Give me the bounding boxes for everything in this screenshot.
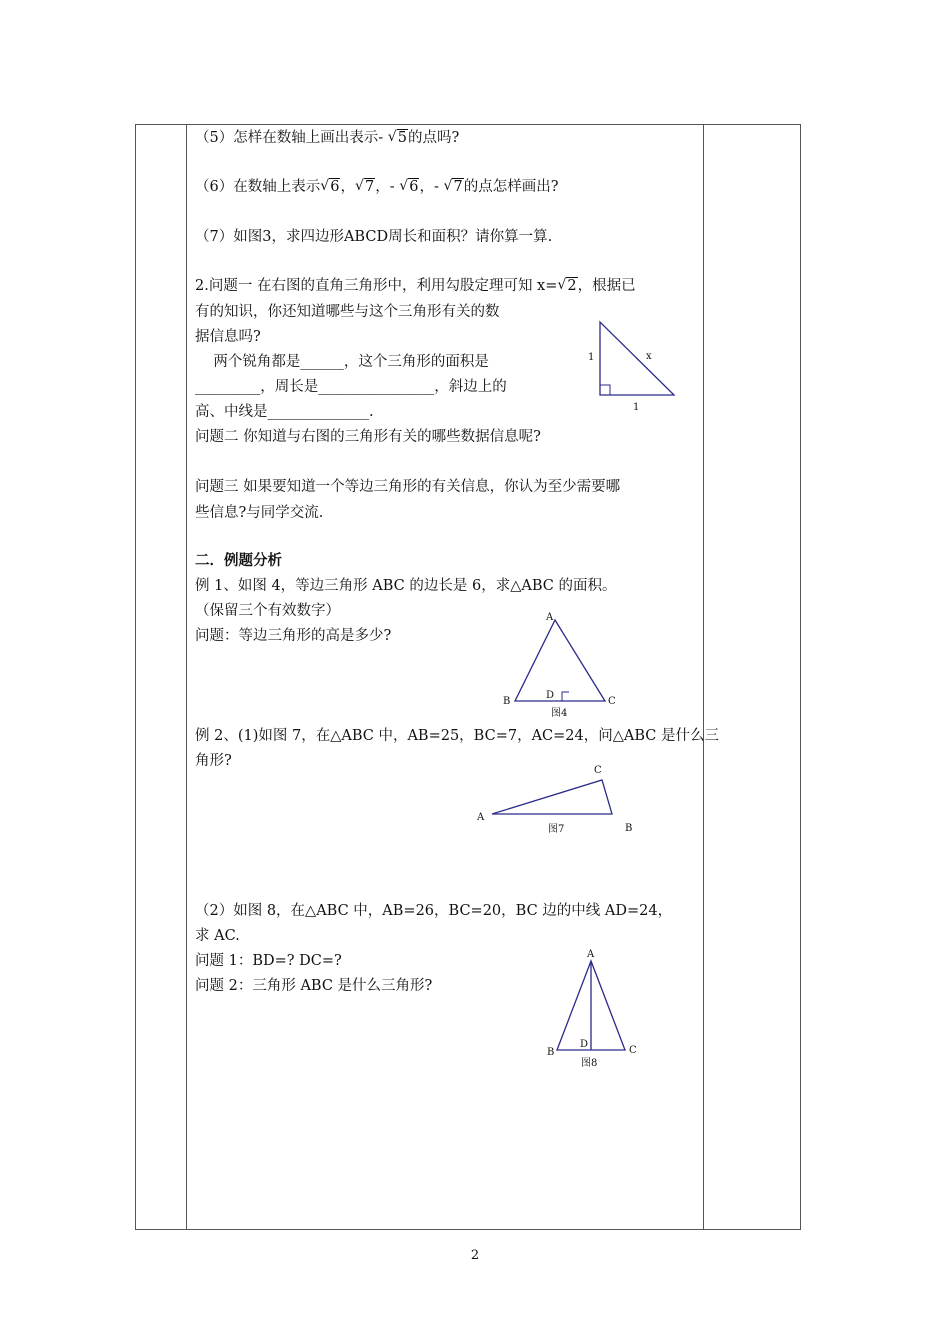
sqrt-6-neg	[399, 177, 419, 197]
vertex-c-label: C	[608, 696, 616, 707]
hypotenuse-label: x	[646, 351, 652, 362]
figure-4	[495, 608, 625, 720]
leg-bottom-label: 1	[633, 402, 640, 413]
vertex-b-label: B	[547, 1047, 555, 1058]
example-2-line-2: 角形?	[195, 753, 232, 769]
radicand: 6	[330, 179, 340, 195]
vertex-c-label: C	[629, 1045, 637, 1056]
vertex-a-label: A	[587, 949, 595, 960]
right-triangle-shape	[600, 322, 674, 395]
figure-7	[470, 760, 640, 840]
figure-8	[540, 945, 640, 1070]
minus-sign: -	[389, 179, 395, 195]
right-triangle-figure	[580, 315, 685, 415]
question-6-text: （6）在数轴上表示	[195, 179, 321, 195]
right-angle-mark	[562, 692, 569, 701]
minus-sign: -	[378, 130, 384, 146]
problem-2-line-4: 两个锐角都是______，这个三角形的面积是	[195, 354, 489, 370]
sqrt-7-neg	[443, 177, 463, 197]
example-1-line-2: （保留三个有效数字）	[195, 603, 340, 619]
example-2b-question-1: 问题 1：BD=? DC=?	[195, 953, 342, 969]
radicand: 7	[364, 179, 375, 195]
example-2b-line-2: 求 AC.	[195, 928, 240, 944]
question-6	[195, 177, 558, 197]
table-column-divider-left	[186, 124, 187, 1230]
sqrt-2	[557, 276, 577, 296]
point-d-label: D	[580, 1039, 589, 1050]
sqrt-5	[388, 128, 408, 148]
question-three-line-1: 问题三 如果要知道一个等边三角形的有关信息，你认为至少需要哪	[195, 479, 621, 495]
radicand: 5	[397, 130, 407, 146]
example-2b-question-2: 问题 2：三角形 ABC 是什么三角形?	[195, 978, 433, 994]
example-2b-line-1: （2）如图 8，在△ABC 中，AB=26，BC=20，BC 边的中线 AD=24，	[195, 903, 673, 919]
problem-2-line-3: 据信息吗?	[195, 329, 261, 345]
radicand: 2	[567, 278, 577, 294]
vertex-a-label: A	[546, 612, 554, 623]
minus-sign: -	[433, 179, 439, 195]
vertex-a-label: A	[477, 812, 485, 823]
separator: ，	[419, 179, 434, 195]
point-d-label: D	[546, 690, 555, 701]
table-column-divider-right	[703, 124, 704, 1230]
problem-2-line-5: _________，周长是________________，斜边上的	[195, 379, 507, 395]
vertex-b-label: B	[503, 696, 511, 707]
question-5-text: （5）怎样在数轴上画出表示	[195, 130, 379, 146]
question-two: 问题二 你知道与右图的三角形有关的哪些数据信息呢?	[195, 429, 541, 445]
sqrt-6	[320, 177, 340, 197]
question-5	[195, 128, 459, 148]
figure-4-caption: 图4	[551, 708, 568, 719]
problem-2-text: 2.问题一 在右图的直角三角形中，利用勾股定理可知 x=	[195, 278, 558, 294]
example-1-line-1: 例 1、如图 4，等边三角形 ABC 的边长是 6，求△ABC 的面积。	[195, 578, 617, 594]
example-2-line-1: 例 2、(1)如图 7，在△ABC 中，AB=25，BC=7，AC=24，问△ABC 是什么三	[195, 728, 719, 744]
question-three-line-2: 些信息?与同学交流.	[195, 505, 324, 521]
problem-2-line-1	[195, 276, 636, 296]
separator: ，	[375, 179, 390, 195]
question-5-end: 的点吗?	[407, 130, 460, 146]
example-1-question: 问题：等边三角形的高是多少?	[195, 628, 392, 644]
figure-7-caption: 图7	[548, 824, 565, 835]
section-heading-examples: 二．例题分析	[195, 552, 282, 569]
vertex-c-label: C	[594, 765, 602, 776]
equilateral-triangle-shape	[515, 620, 605, 701]
radicand: 7	[453, 179, 463, 195]
page-number: 2	[470, 1248, 480, 1263]
right-angle-mark	[600, 385, 610, 395]
question-6-end: 的点怎样画出?	[463, 179, 559, 195]
problem-2-text-end: ，根据已	[577, 278, 636, 294]
vertex-b-label: B	[625, 823, 633, 834]
radicand: 6	[409, 179, 419, 195]
triangle-7-shape	[492, 780, 612, 814]
sqrt-7	[355, 177, 375, 197]
leg-left-label: 1	[588, 352, 595, 363]
question-7: （7）如图3，求四边形ABCD周长和面积？请你算一算.	[195, 229, 553, 245]
separator: ，	[340, 179, 355, 195]
problem-2-line-2: 有的知识，你还知道哪些与这个三角形有关的数	[195, 304, 500, 320]
figure-8-caption: 图8	[581, 1058, 598, 1069]
problem-2-line-6: 高、中线是______________.	[195, 404, 374, 420]
